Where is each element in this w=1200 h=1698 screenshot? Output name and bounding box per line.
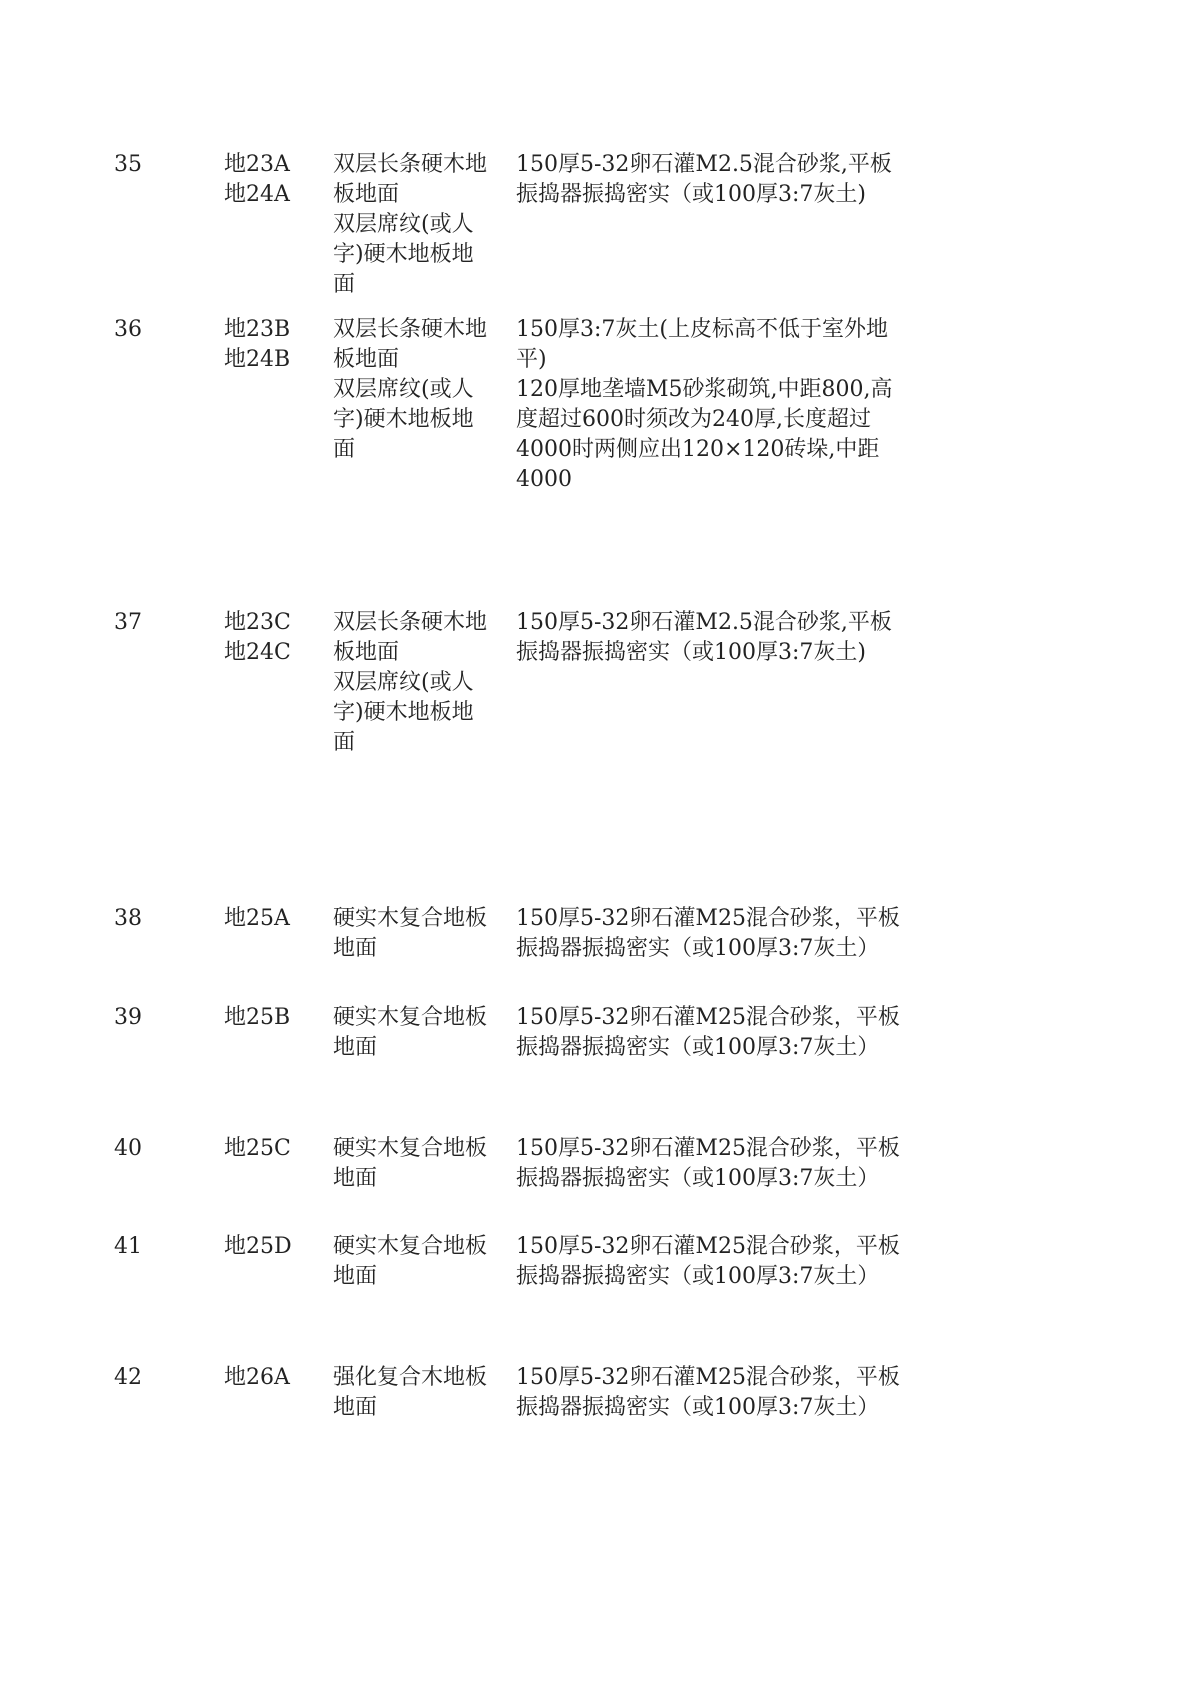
row-number: 42 [114,1365,142,1390]
floor-description [516,1232,916,1292]
floor-name-line: 强化复合木地板 [333,1365,488,1390]
description-line: 平) [516,347,547,372]
floor-name [333,1003,513,1063]
row-number: 38 [114,906,142,931]
description-line: 振捣器振捣密实（或100厚3:7灰土） [516,936,880,961]
floor-code-line: 地23A [224,152,290,177]
description-line: 振捣器振捣密实（或100厚3:7灰土） [516,1395,880,1420]
description-line: 150厚3:7灰土(上皮标高不低于室外地 [516,317,888,342]
floor-code [224,315,324,375]
floor-code [224,1363,324,1393]
floor-name-line: 面 [333,437,356,462]
description-line: 振捣器振捣密实（或100厚3:7灰土） [516,1166,880,1191]
description-line: 振捣器振捣密实（或100厚3:7灰土） [516,1035,880,1060]
floor-name-line: 硬实木复合地板 [333,1005,488,1030]
floor-name-line: 硬实木复合地板 [333,1234,488,1259]
description-line: 度超过600时须改为240厚,长度超过 [516,407,871,432]
floor-code-line: 地25B [224,1005,291,1030]
floor-name-line: 板地面 [333,640,400,665]
floor-description [516,1363,916,1423]
floor-code-line: 地23C [224,610,291,635]
row-number: 37 [114,610,142,635]
floor-name [333,315,513,465]
floor-name-line: 面 [333,272,356,297]
floor-name [333,608,513,758]
floor-description [516,315,916,495]
description-line: 150厚5-32卵石灌M2.5混合砂浆,平板 [516,610,892,635]
floor-code [224,1232,324,1262]
description-line: 150厚5-32卵石灌M25混合砂浆，平板 [516,1234,900,1259]
floor-name-line: 硬实木复合地板 [333,1136,488,1161]
description-line: 150厚5-32卵石灌M2.5混合砂浆,平板 [516,152,892,177]
floor-name-line: 双层长条硬木地 [333,317,488,342]
floor-description [516,1003,916,1063]
floor-code-line: 地25D [224,1234,292,1259]
floor-name-line: 板地面 [333,347,400,372]
floor-name [333,1134,513,1194]
floor-description [516,904,916,964]
floor-name-line: 双层席纹(或人 [333,377,474,402]
row-number: 39 [114,1005,142,1030]
floor-name [333,904,513,964]
floor-description [516,1134,916,1194]
floor-code [224,150,324,210]
floor-name-line: 板地面 [333,182,400,207]
description-line: 4000时两侧应出120×120砖垛,中距 [516,437,880,462]
floor-code-line: 地25C [224,1136,291,1161]
floor-code-line: 地23B [224,317,291,342]
floor-name [333,1363,513,1423]
description-line: 振捣器振捣密实（或100厚3:7灰土) [516,182,866,207]
floor-name-line: 字)硬木地板地 [333,242,474,267]
floor-name-line: 地面 [333,1264,378,1289]
description-line: 振捣器振捣密实（或100厚3:7灰土） [516,1264,880,1289]
description-line: 150厚5-32卵石灌M25混合砂浆，平板 [516,1365,900,1390]
floor-name-line: 双层席纹(或人 [333,670,474,695]
floor-code-line: 地25A [224,906,290,931]
floor-code-line: 地24B [224,347,291,372]
description-line: 150厚5-32卵石灌M25混合砂浆，平板 [516,1005,900,1030]
description-line: 150厚5-32卵石灌M25混合砂浆，平板 [516,1136,900,1161]
floor-name-line: 双层长条硬木地 [333,152,488,177]
floor-code [224,1134,324,1164]
floor-name-line: 双层席纹(或人 [333,212,474,237]
floor-name-line: 双层长条硬木地 [333,610,488,635]
description-line: 150厚5-32卵石灌M25混合砂浆，平板 [516,906,900,931]
description-line: 振捣器振捣密实（或100厚3:7灰土) [516,640,866,665]
floor-description [516,608,916,668]
floor-code [224,608,324,668]
floor-name [333,1232,513,1292]
floor-code [224,904,324,934]
floor-name-line: 地面 [333,936,378,961]
row-number: 36 [114,317,142,342]
floor-name-line: 字)硬木地板地 [333,407,474,432]
floor-name-line: 地面 [333,1395,378,1420]
floor-code-line: 地26A [224,1365,290,1390]
row-number: 41 [114,1234,142,1259]
floor-name [333,150,513,300]
row-number: 40 [114,1136,142,1161]
floor-code-line: 地24C [224,640,291,665]
floor-name-line: 地面 [333,1166,378,1191]
floor-name-line: 字)硬木地板地 [333,700,474,725]
row-number: 35 [114,152,142,177]
floor-description [516,150,916,210]
floor-name-line: 面 [333,730,356,755]
floor-name-line: 硬实木复合地板 [333,906,488,931]
description-line: 4000 [516,467,572,492]
floor-code-line: 地24A [224,182,290,207]
floor-name-line: 地面 [333,1035,378,1060]
floor-code [224,1003,324,1033]
description-line: 120厚地垄墙M5砂浆砌筑,中距800,高 [516,377,893,402]
